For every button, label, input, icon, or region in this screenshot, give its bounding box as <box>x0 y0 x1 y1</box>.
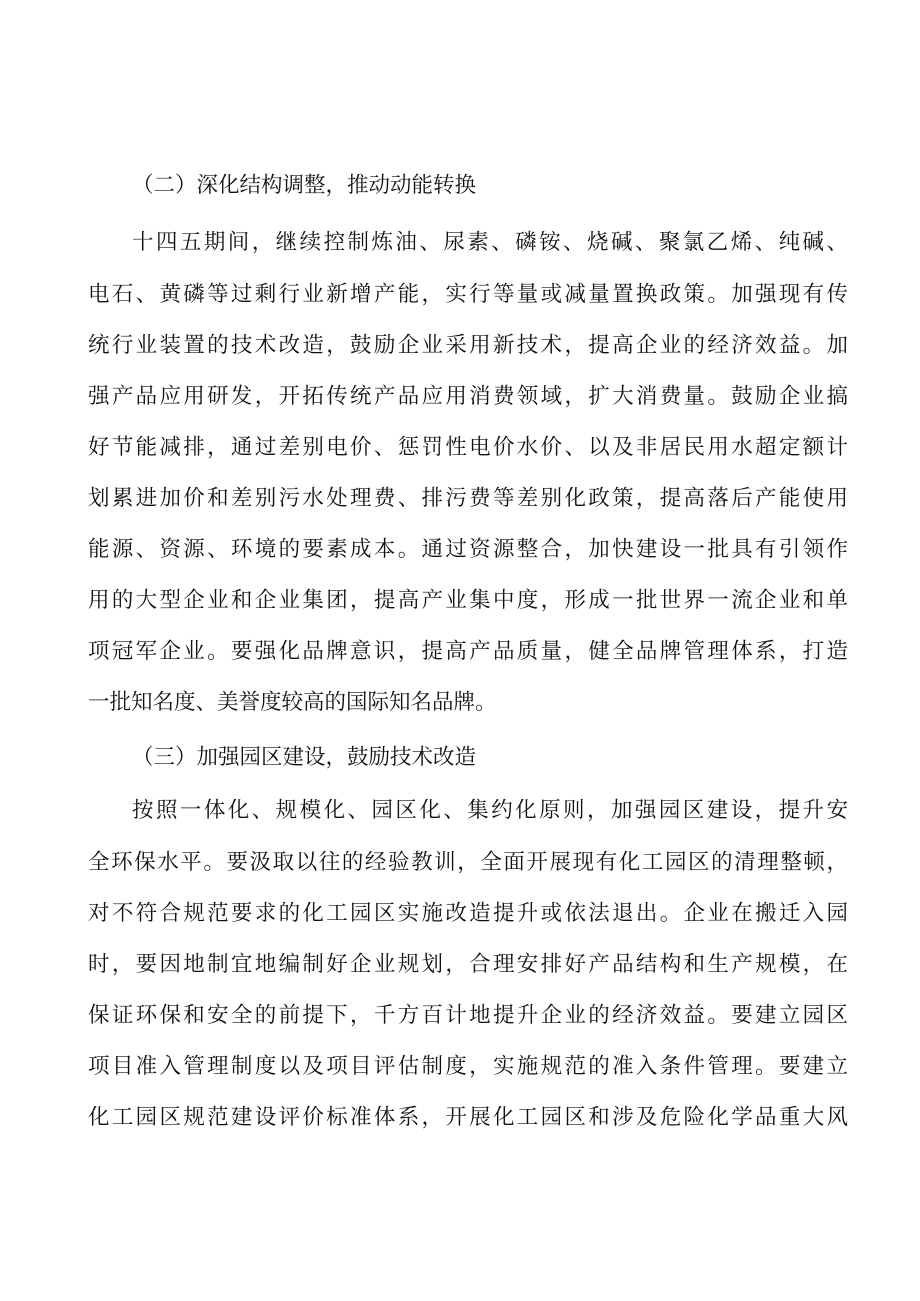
section-2-line: 项冠军企业。要强化品牌意识，提高产品质量，健全品牌管理体系，打造 <box>88 639 848 664</box>
section-2-line: 好节能减排，通过差别电价、惩罚性电价水价、以及非居民用水超定额计 <box>88 435 848 460</box>
section-3-line: 保证环保和安全的前提下，千方百计地提升企业的经济效益。要建立园区 <box>88 1003 848 1028</box>
section-3-line: 对不符合规范要求的化工园区实施改造提升或依法退出。企业在搬迁入园 <box>88 901 848 926</box>
section-2-line: 划累进加价和差别污水处理费、排污费等差别化政策，提高落后产能使用 <box>88 486 848 511</box>
section-2-line: 统行业装置的技术改造，鼓励企业采用新技术，提高企业的经济效益。加 <box>88 333 848 358</box>
section-2-line: 强产品应用研发，开拓传统产品应用消费领域，扩大消费量。鼓励企业搞 <box>88 384 848 409</box>
section-3-line: 时，要因地制宜地编制好企业规划，合理安排好产品结构和生产规模，在 <box>88 952 848 977</box>
section-2-line: 用的大型企业和企业集团，提高产业集中度，形成一批世界一流企业和单 <box>88 588 848 613</box>
section-3-heading: （三）加强园区建设，鼓励技术改造 <box>132 745 477 770</box>
section-2-heading: （二）深化结构调整，推动动能转换 <box>132 173 477 198</box>
section-2-line: 能源、资源、环境的要素成本。通过资源整合，加快建设一批具有引领作 <box>88 537 848 562</box>
section-3-line: 按照一体化、规模化、园区化、集约化原则，加强园区建设，提升安 <box>132 798 848 823</box>
section-2-line: 一批知名度、美誉度较高的国际知名品牌。 <box>88 690 497 715</box>
section-3-line: 化工园区规范建设评价标准体系，开展化工园区和涉及危险化学品重大风 <box>88 1105 848 1130</box>
section-3-line: 全环保水平。要汲取以往的经验教训，全面开展现有化工园区的清理整顿， <box>88 850 848 875</box>
section-2-line: 十四五期间，继续控制炼油、尿素、磷铵、烧碱、聚氯乙烯、纯碱、 <box>132 230 848 255</box>
section-2-line: 电石、黄磷等过剩行业新增产能，实行等量或减量置换政策。加强现有传 <box>88 282 848 307</box>
section-3-line: 项目准入管理制度以及项目评估制度，实施规范的准入条件管理。要建立 <box>88 1054 848 1079</box>
